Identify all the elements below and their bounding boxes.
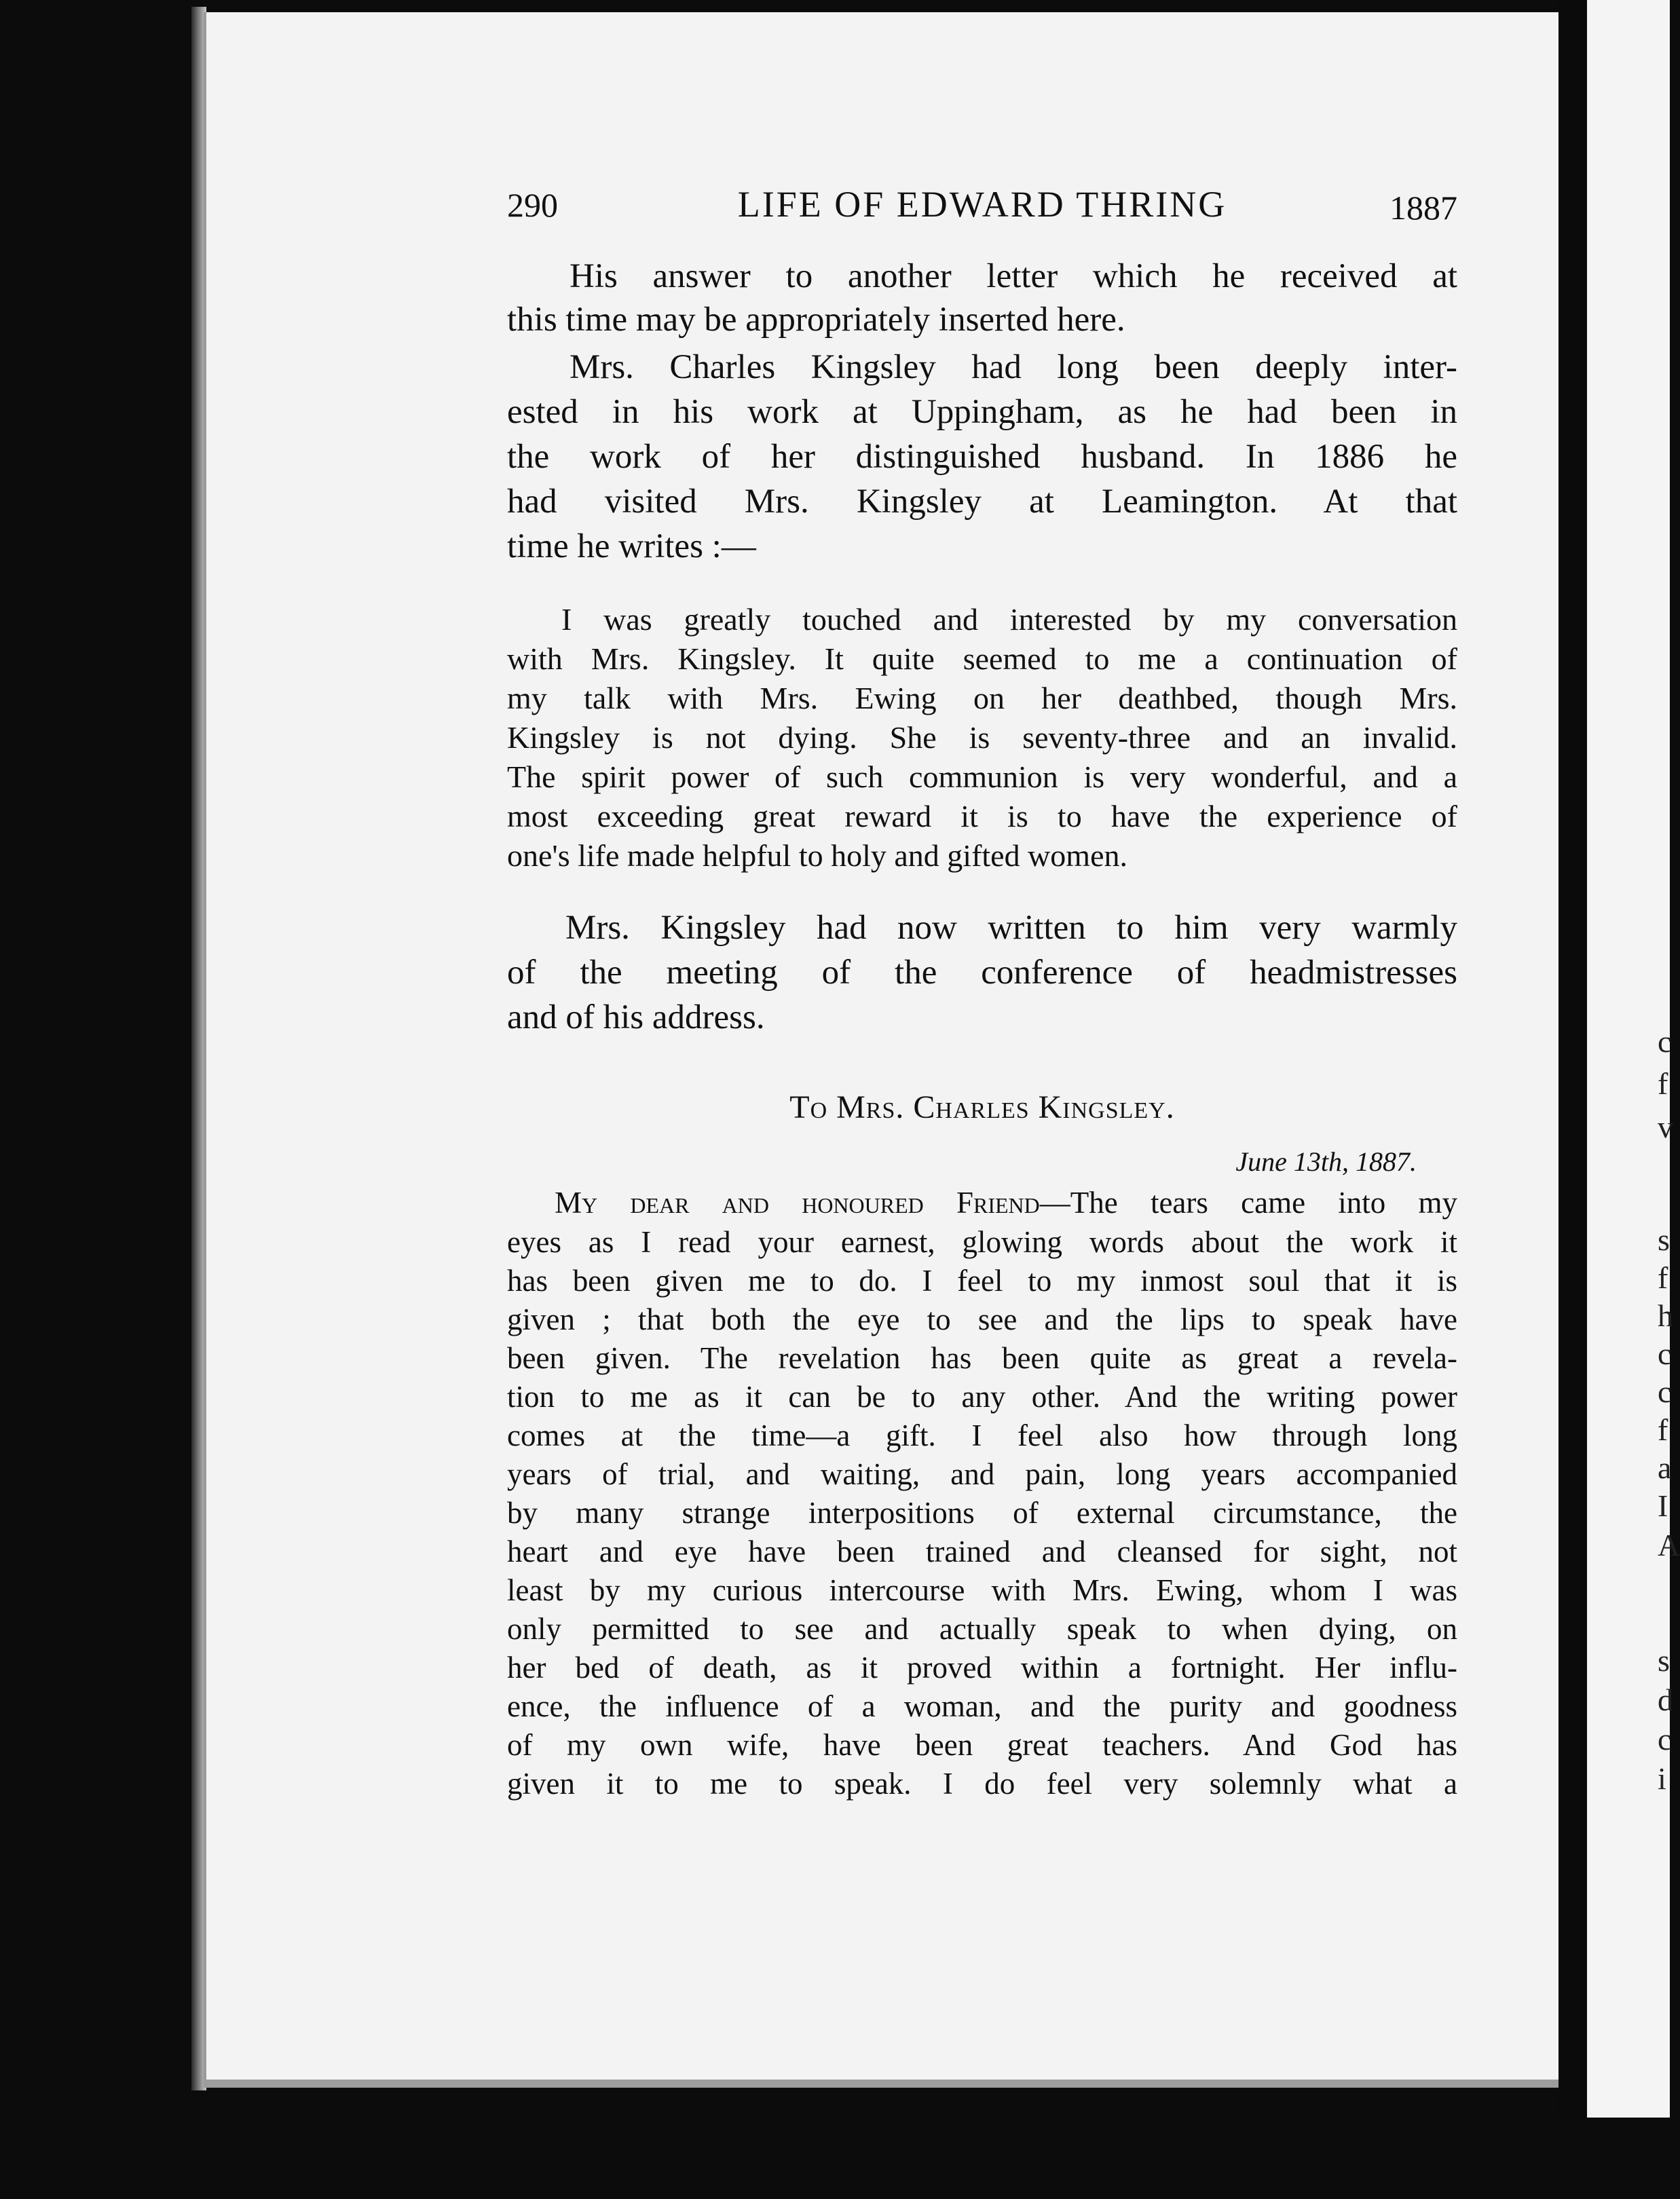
letter-salutation: My dear and honoured Friend	[555, 1186, 1040, 1220]
text-line: ested in his work at Uppingham, as he had been in	[507, 393, 1457, 431]
text-line: this time may be appropriately inserted here.	[507, 301, 1125, 339]
quote-line: I was greatly touched and interested by my conversation	[561, 602, 1457, 637]
text-line: Mrs. Charles Kingsley had long been deeply inter-	[570, 348, 1457, 386]
letter-line: ence, the influence of a woman, and the purity and goodness	[507, 1689, 1457, 1723]
page-bottom-edge	[204, 2080, 1561, 2088]
letter-line: has been given me to do. I feel to my inmost soul that it is	[507, 1264, 1457, 1298]
letter-line: only permitted to see and actually speak to when dying, on	[507, 1612, 1457, 1646]
text-line: His answer to another letter which he received at	[570, 257, 1457, 295]
text-line: time he writes :—	[507, 527, 756, 565]
letter-line: given it to me to speak. I do feel very solemnly what a	[507, 1767, 1457, 1801]
letter-line: given ; that both the eye to see and the lips to speak have	[507, 1302, 1457, 1336]
facing-page-letter: c	[1658, 1336, 1672, 1371]
facing-page-letter: s	[1658, 1222, 1670, 1257]
letter-date: June 13th, 1887.	[1235, 1146, 1417, 1177]
letter-line: least by my curious intercourse with Mrs. Ewing, whom I was	[507, 1573, 1457, 1607]
letter-line: by many strange interpositions of external circumstance, the	[507, 1496, 1457, 1530]
running-title: LIFE OF EDWARD THRING	[737, 184, 1227, 225]
facing-page-letter: f	[1658, 1260, 1668, 1295]
letter-first-line	[555, 1185, 1457, 1220]
letter-line: years of trial, and waiting, and pain, long years accompanied	[507, 1457, 1457, 1491]
quote-line: one's life made helpful to holy and gifted women.	[507, 838, 1128, 873]
facing-page-letter: s	[1658, 1643, 1670, 1678]
quote-line: my talk with Mrs. Ewing on her deathbed, though Mrs.	[507, 681, 1457, 715]
facing-page-letter: c	[1658, 1024, 1672, 1059]
facing-page-letter: a	[1658, 1450, 1672, 1485]
quote-line: Kingsley is not dying. She is seventy-three and an invalid.	[507, 720, 1457, 755]
facing-page-letter: I	[1658, 1488, 1668, 1523]
quote-line: The spirit power of such communion is very wonderful, and a	[507, 759, 1457, 794]
text-line: of the meeting of the conference of headmistresses	[507, 954, 1457, 992]
facing-page-letter: f	[1658, 1412, 1668, 1447]
facing-page-letter: A	[1658, 1528, 1680, 1562]
text-line: the work of her distinguished husband. In 1886 he	[507, 438, 1457, 476]
facing-page-letter: v	[1658, 1110, 1673, 1144]
book-gutter	[1558, 0, 1587, 2118]
facing-page-letter: c	[1658, 1374, 1672, 1409]
letter-line: of my own wife, have been great teachers. And God has	[507, 1728, 1457, 1762]
facing-page-letter: d	[1658, 1683, 1673, 1717]
page-number: 290	[507, 186, 558, 224]
text-line: Mrs. Kingsley had now written to him very warmly	[565, 909, 1457, 947]
facing-page-letter: i	[1658, 1761, 1666, 1796]
letter-line: her bed of death, as it proved within a fortnight. Her influ-	[507, 1651, 1457, 1685]
text-line: and of his address.	[507, 998, 765, 1036]
text-line: had visited Mrs. Kingsley at Leamington. At that	[507, 483, 1457, 521]
facing-page-letter: c	[1658, 1722, 1672, 1756]
letter-line: comes at the time—a gift. I feel also how through long	[507, 1418, 1457, 1452]
letter-line: eyes as I read your earnest, glowing words about the work it	[507, 1225, 1457, 1259]
header-year: 1887	[1389, 189, 1457, 227]
letter-line: been given. The revelation has been quite as great a revela-	[507, 1341, 1457, 1375]
letter-line: heart and eye have been trained and cleansed for sight, not	[507, 1535, 1457, 1568]
letter-first-line-rest: —The tears came into my	[1039, 1186, 1457, 1220]
letter-line: tion to me as it can be to any other. And the writing power	[507, 1380, 1457, 1414]
facing-page-letter: f	[1658, 1066, 1668, 1101]
letter-heading: To Mrs. Charles Kingsley.	[789, 1089, 1175, 1125]
facing-page-letter: h	[1658, 1298, 1673, 1333]
quote-line: most exceeding great reward it is to have the experience of	[507, 799, 1457, 833]
quote-line: with Mrs. Kingsley. It quite seemed to me a continuation of	[507, 641, 1457, 676]
